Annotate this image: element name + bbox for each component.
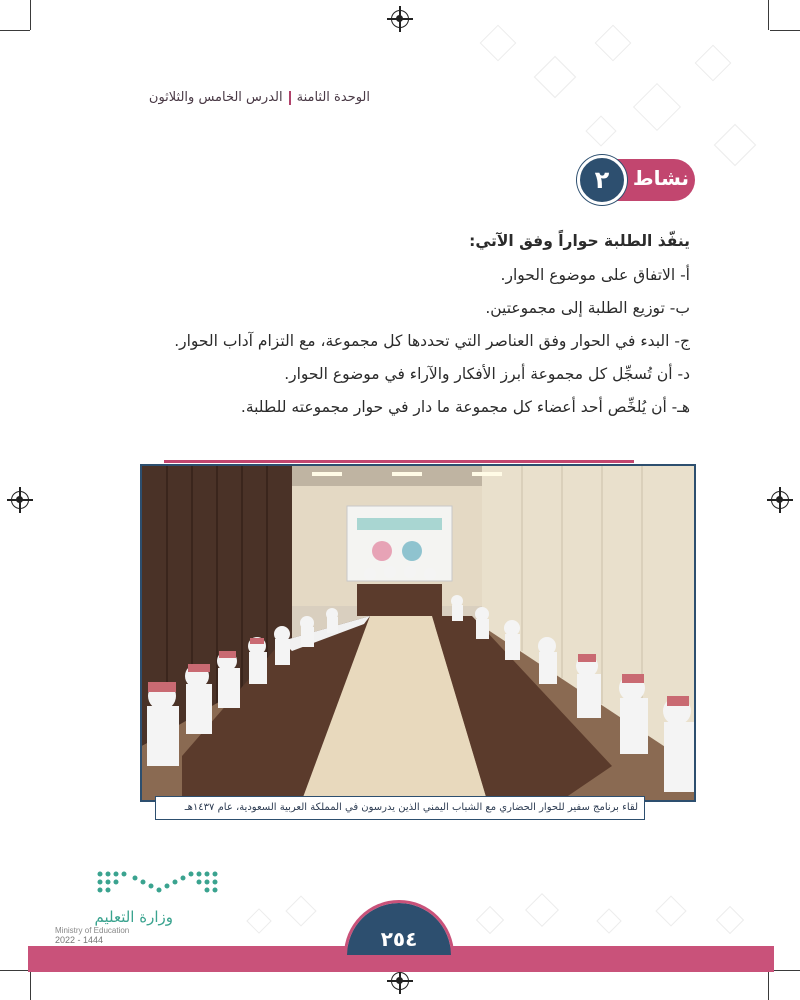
registration-mark-icon — [391, 10, 409, 28]
instruction-item: ج- البدء في الحوار وفق العناصر التي تحددها كل مجموعة، مع التزام آداب الحوار. — [174, 332, 690, 350]
page-number: ٢٥٤ — [380, 927, 418, 951]
lesson-header — [140, 90, 370, 105]
instruction-item: ب- توزيع الطلبة إلى مجموعتين. — [485, 299, 690, 317]
decorative-diamond — [633, 83, 681, 131]
instructions-intro: ينفّذ الطلبة حواراً وفق الآتي: — [469, 232, 690, 250]
activity-label: نشاط — [632, 166, 689, 190]
registration-mark-icon — [771, 491, 789, 509]
ministry-logo — [55, 868, 195, 948]
header-separator — [289, 91, 291, 105]
decorative-diamond — [525, 893, 559, 927]
ministry-name-ar: وزارة التعليم — [94, 908, 173, 926]
crop-mark — [0, 970, 30, 971]
activity-number: ٢ — [577, 155, 627, 205]
crop-mark — [770, 970, 800, 971]
instruction-item: د- أن تُسجِّل كل مجموعة أبرز الأفكار والآراء في موضوع الحوار. — [284, 365, 690, 383]
decorative-diamond — [534, 56, 576, 98]
crop-mark — [30, 970, 31, 1000]
registration-mark-icon — [11, 491, 29, 509]
ministry-name-en: Ministry of Education — [55, 926, 130, 935]
photo-top-line — [164, 460, 634, 463]
instruction-item: هـ- أن يُلخِّص أحد أعضاء كل مجموعة ما دار في حوار مجموعته للطلبة. — [240, 398, 690, 416]
photo-frame — [140, 460, 696, 822]
decorative-diamond — [476, 906, 504, 934]
decorative-diamond — [596, 908, 621, 933]
crop-mark — [768, 970, 769, 1000]
edition-year: 2022 - 1444 — [55, 935, 104, 945]
activity-instructions — [120, 232, 690, 424]
decorative-diamond — [716, 906, 744, 934]
decorative-diamond — [585, 115, 616, 146]
decorative-diamond — [480, 25, 517, 62]
activity-badge — [577, 155, 695, 205]
decorative-diamond — [595, 25, 632, 62]
meeting-room-illustration — [142, 466, 694, 800]
meeting-photo — [140, 464, 696, 802]
page-number-tab — [347, 903, 451, 955]
crop-mark — [770, 30, 800, 31]
lesson-title: الدرس الخامس والثلاثون — [148, 90, 283, 105]
crop-mark — [30, 0, 31, 30]
registration-mark-icon — [391, 972, 409, 990]
unit-title: الوحدة الثامنة — [296, 90, 370, 105]
decorative-diamond — [285, 895, 316, 926]
decorative-diamond — [714, 124, 756, 166]
decorative-diamond — [655, 895, 686, 926]
decorative-diamond — [246, 908, 271, 933]
photo-caption: لقاء برنامج سفير للحوار الحضاري مع الشباب اليمني الذين يدرسون في المملكة العربية السعودية، عام ١٤٣٧هـ — [155, 796, 645, 820]
crop-mark — [768, 0, 769, 30]
decorative-diamond — [695, 45, 732, 82]
crop-mark — [0, 30, 30, 31]
ministry-logo-icon — [95, 868, 225, 904]
instruction-item: أ- الاتفاق على موضوع الحوار. — [500, 266, 690, 284]
